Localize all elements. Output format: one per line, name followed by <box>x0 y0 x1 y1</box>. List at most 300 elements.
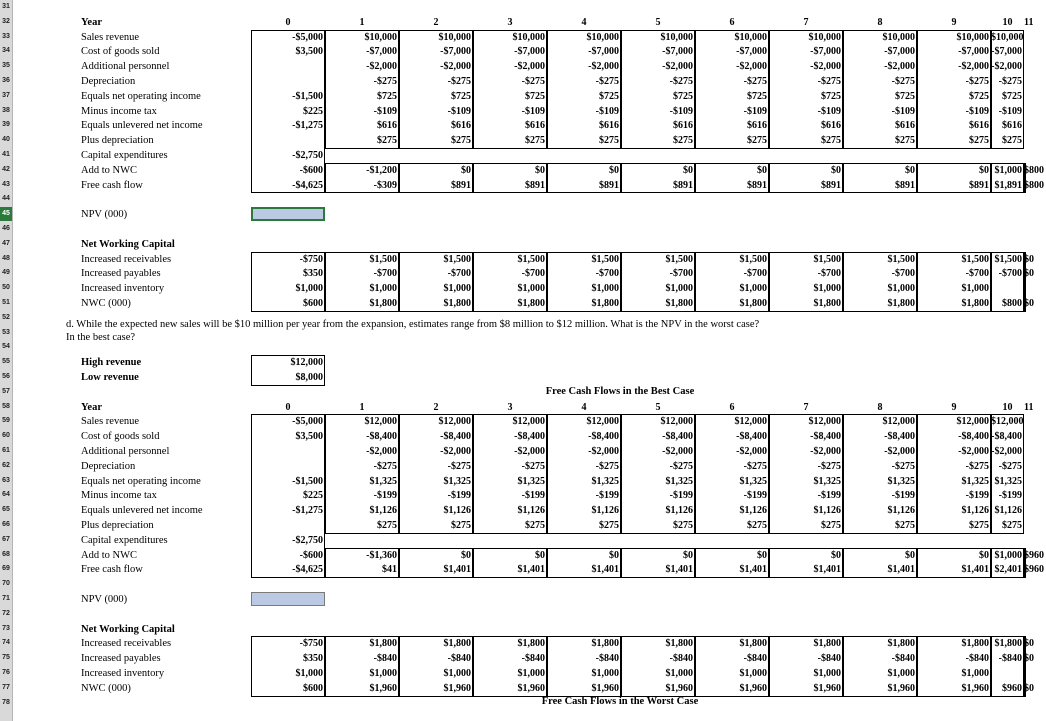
best-nwc_add-cell[interactable]: -$1,360 <box>366 549 397 561</box>
best-sales-cell[interactable]: $12,000 <box>991 416 1024 428</box>
base-receivables-cell[interactable]: $1,500 <box>961 253 989 265</box>
base-receivables-cell[interactable]: $1,500 <box>994 253 1022 265</box>
base-nwc-cell[interactable]: $800 <box>1002 298 1022 309</box>
best-fcf-cell[interactable]: $1,401 <box>591 564 619 576</box>
best-op_income-cell[interactable]: $1,325 <box>517 475 545 487</box>
best-cogs-cell[interactable]: -$8,400 <box>440 431 471 443</box>
row-number[interactable]: 44 <box>2 195 10 203</box>
best-personnel-cell[interactable]: -$2,000 <box>662 446 693 457</box>
best-nwc-cell[interactable]: $0 <box>1024 682 1034 694</box>
base-sales-cell[interactable]: $10,000 <box>438 31 471 43</box>
base-personnel-cell[interactable]: -$2,000 <box>991 61 1022 73</box>
best-capex-cell[interactable] <box>547 534 621 547</box>
row-number[interactable]: 56 <box>2 373 10 380</box>
best-receivables-cell[interactable]: $1,800 <box>739 638 767 650</box>
base-tax-cell[interactable]: -$109 <box>891 105 915 117</box>
base-receivables-cell[interactable]: $1,500 <box>591 253 619 265</box>
best-inventory-cell[interactable]: $1,000 <box>961 668 989 679</box>
row-number[interactable]: 66 <box>2 521 10 528</box>
best-unlevered-cell[interactable]: $1,126 <box>591 505 619 517</box>
best-op_income-cell[interactable]: -$1,500 <box>292 475 323 487</box>
row-number[interactable]: 42 <box>2 165 10 173</box>
base-tax-cell[interactable]: -$109 <box>998 105 1022 117</box>
best-receivables-cell[interactable]: $0 <box>1024 638 1034 650</box>
base-op_income-cell[interactable]: $725 <box>377 90 397 102</box>
best-personnel-cell[interactable]: -$2,000 <box>810 446 841 457</box>
best-receivables-cell[interactable]: $1,800 <box>369 638 397 650</box>
best-cogs-cell[interactable]: -$8,400 <box>588 431 619 443</box>
row-number[interactable]: 41 <box>2 151 10 158</box>
base-unlevered-cell[interactable]: $616 <box>821 120 841 132</box>
base-payables-cell[interactable]: -$700 <box>595 268 619 280</box>
base-nwc-cell[interactable]: $1,800 <box>517 298 545 309</box>
best-tax-cell[interactable]: -$199 <box>447 490 471 502</box>
best-fcf-cell[interactable]: $1,401 <box>887 564 915 576</box>
base-unlevered-cell[interactable]: -$1,275 <box>292 120 323 132</box>
base-nwc-cell[interactable]: $1,800 <box>591 298 619 309</box>
best-nwc-cell[interactable]: $1,960 <box>517 682 545 694</box>
base-nwc-cell[interactable]: $1,800 <box>739 298 767 309</box>
best-receivables-cell[interactable]: $1,800 <box>813 638 841 650</box>
base-receivables-cell[interactable]: $1,500 <box>887 253 915 265</box>
best-depreciation-cell[interactable]: -$275 <box>998 460 1022 472</box>
base-payables-cell[interactable]: -$700 <box>891 268 915 280</box>
best-nwc-cell[interactable]: $1,960 <box>813 682 841 694</box>
best-payables-cell[interactable]: -$840 <box>998 653 1022 665</box>
best-tax-cell[interactable]: -$199 <box>743 490 767 502</box>
best-depreciation-cell[interactable]: -$275 <box>743 460 767 472</box>
base-unlevered-cell[interactable]: $616 <box>599 120 619 132</box>
best-tax-cell[interactable]: -$199 <box>891 490 915 502</box>
base-unlevered-cell[interactable]: $616 <box>525 120 545 132</box>
base-depreciation-cell[interactable]: -$275 <box>521 76 545 87</box>
row-number[interactable]: 73 <box>2 624 10 632</box>
base-plus_dep-cell[interactable]: $275 <box>377 135 397 147</box>
best-fcf-cell[interactable]: $1,401 <box>517 564 545 576</box>
best-personnel-cell[interactable]: -$2,000 <box>588 446 619 457</box>
best-unlevered-cell[interactable]: $1,126 <box>887 505 915 517</box>
best-nwc-cell[interactable]: $600 <box>303 682 323 694</box>
row-number[interactable]: 65 <box>2 506 10 514</box>
best-payables-cell[interactable]: -$840 <box>595 653 619 665</box>
base-nwc_add-cell[interactable]: -$600 <box>299 164 323 176</box>
best-depreciation-cell[interactable]: -$275 <box>595 460 619 472</box>
base-fcf-cell[interactable]: -$4,625 <box>292 179 323 191</box>
row-number[interactable]: 72 <box>2 609 10 617</box>
base-sales-cell[interactable]: $10,000 <box>882 31 915 43</box>
best-fcf-cell[interactable]: $2,401 <box>994 564 1022 576</box>
row-number[interactable]: 43 <box>2 180 10 188</box>
best-inventory-cell[interactable]: $1,000 <box>887 668 915 679</box>
best-capex-cell[interactable] <box>843 534 917 547</box>
base-cogs-cell[interactable]: -$7,000 <box>991 46 1022 58</box>
base-depreciation-cell[interactable]: -$275 <box>743 76 767 87</box>
best-depreciation-cell[interactable]: -$275 <box>965 460 989 472</box>
base-nwc_add-cell[interactable]: $1,000 <box>994 164 1022 176</box>
base-nwc-cell[interactable]: $1,800 <box>665 298 693 309</box>
base-nwc_add-cell[interactable]: -$1,200 <box>366 164 397 176</box>
base-personnel-cell[interactable]: -$2,000 <box>736 61 767 73</box>
base-fcf-cell[interactable]: -$309 <box>373 179 397 191</box>
best-payables-cell[interactable]: $0 <box>1024 653 1034 665</box>
base-plus_dep-cell[interactable]: $275 <box>747 135 767 147</box>
base-sales-cell[interactable]: $10,000 <box>512 31 545 43</box>
best-tax-cell[interactable]: $225 <box>303 490 323 502</box>
best-cogs-cell[interactable]: -$8,400 <box>514 431 545 443</box>
best-plus_dep-cell[interactable]: $275 <box>747 520 767 531</box>
base-unlevered-cell[interactable]: $616 <box>895 120 915 132</box>
row-number[interactable]: 75 <box>2 654 10 662</box>
best-sales-cell[interactable]: $12,000 <box>512 416 545 428</box>
best-op_income-cell[interactable]: $1,325 <box>665 475 693 487</box>
best-sales-cell[interactable]: $12,000 <box>660 416 693 428</box>
base-depreciation-cell[interactable]: -$275 <box>998 76 1022 87</box>
base-personnel-cell[interactable]: -$2,000 <box>810 61 841 73</box>
base-op_income-cell[interactable]: $725 <box>451 90 471 102</box>
base-inventory-cell[interactable]: $1,000 <box>517 283 545 295</box>
base-inventory-cell[interactable]: $1,000 <box>961 283 989 295</box>
base-personnel-cell[interactable]: -$2,000 <box>958 61 989 73</box>
base-inventory-cell[interactable]: $1,000 <box>591 283 619 295</box>
base-inventory-cell[interactable]: $1,000 <box>739 283 767 295</box>
row-number[interactable]: 34 <box>2 47 10 55</box>
base-depreciation-cell[interactable]: -$275 <box>965 76 989 87</box>
row-number[interactable]: 64 <box>2 491 10 499</box>
row-number[interactable]: 57 <box>2 387 10 395</box>
base-tax-cell[interactable]: $225 <box>303 105 323 117</box>
base-payables-cell[interactable]: -$700 <box>743 268 767 280</box>
base-capex-cell[interactable] <box>991 149 1024 162</box>
best-depreciation-cell[interactable]: -$275 <box>891 460 915 472</box>
row-number[interactable]: 59 <box>2 417 10 425</box>
best-personnel-cell[interactable]: -$2,000 <box>884 446 915 457</box>
base-op_income-cell[interactable]: $725 <box>1002 90 1022 102</box>
base-tax-cell[interactable]: -$109 <box>817 105 841 117</box>
best-sales-cell[interactable]: $12,000 <box>808 416 841 428</box>
base-op_income-cell[interactable]: $725 <box>895 90 915 102</box>
row-number[interactable]: 53 <box>2 328 10 336</box>
best-personnel-cell[interactable]: -$2,000 <box>440 446 471 457</box>
base-nwc-cell[interactable]: $0 <box>1024 298 1034 309</box>
row-number[interactable]: 35 <box>2 62 10 70</box>
best-unlevered-cell[interactable]: $1,126 <box>443 505 471 517</box>
best-op_income-cell[interactable]: $1,325 <box>591 475 619 487</box>
base-tax-cell[interactable]: -$109 <box>743 105 767 117</box>
best-op_income-cell[interactable]: $1,325 <box>961 475 989 487</box>
best-receivables-cell[interactable]: $1,800 <box>994 638 1022 650</box>
row-number[interactable]: 49 <box>2 269 10 277</box>
best-nwc-cell[interactable]: $1,960 <box>443 682 471 694</box>
best-inventory-cell[interactable]: $1,000 <box>443 668 471 679</box>
best-nwc_add-cell[interactable]: -$600 <box>299 549 323 561</box>
low_revenue-input[interactable]: $8,000 <box>295 372 323 383</box>
best-inventory-cell[interactable]: $1,000 <box>813 668 841 679</box>
best-depreciation-cell[interactable]: -$275 <box>447 460 471 472</box>
base-personnel-cell[interactable]: -$2,000 <box>514 61 545 73</box>
base-payables-cell[interactable]: -$700 <box>521 268 545 280</box>
best-inventory-cell[interactable]: $1,000 <box>369 668 397 679</box>
base-unlevered-cell[interactable]: $616 <box>673 120 693 132</box>
best-plus_dep-cell[interactable]: $275 <box>377 520 397 531</box>
best-payables-cell[interactable]: -$840 <box>669 653 693 665</box>
row-number[interactable]: 31 <box>2 3 10 10</box>
best-plus_dep-cell[interactable]: $275 <box>673 520 693 531</box>
best-capex-cell[interactable]: -$2,750 <box>292 534 323 546</box>
base-inventory-cell[interactable]: $1,000 <box>369 283 397 295</box>
row-number[interactable]: 48 <box>2 254 10 262</box>
best-op_income-cell[interactable]: $1,325 <box>994 475 1022 487</box>
base-op_income-cell[interactable]: $725 <box>599 90 619 102</box>
base-inventory-cell[interactable]: $1,000 <box>665 283 693 295</box>
best-plus_dep-cell[interactable]: $275 <box>1002 520 1022 531</box>
best-cogs-cell[interactable]: -$8,400 <box>366 431 397 443</box>
base-sales-cell[interactable]: $10,000 <box>734 31 767 43</box>
base-receivables-cell[interactable]: $1,500 <box>443 253 471 265</box>
base-sales-cell[interactable]: $10,000 <box>991 31 1024 43</box>
base-capex-cell[interactable] <box>695 149 769 162</box>
best-plus_dep-cell[interactable]: $275 <box>969 520 989 531</box>
base-receivables-cell[interactable]: $1,500 <box>813 253 841 265</box>
base-capex-cell[interactable]: -$2,750 <box>292 150 323 161</box>
best-depreciation-cell[interactable]: -$275 <box>669 460 693 472</box>
best-payables-cell[interactable]: -$840 <box>743 653 767 665</box>
base-personnel-cell[interactable]: -$2,000 <box>366 61 397 73</box>
best-nwc-cell[interactable]: $960 <box>1002 682 1022 694</box>
best-receivables-cell[interactable]: $1,800 <box>443 638 471 650</box>
base-cogs-cell[interactable]: -$7,000 <box>588 46 619 58</box>
best-unlevered-cell[interactable]: $1,126 <box>739 505 767 517</box>
base-nwc-cell[interactable]: $1,800 <box>961 298 989 309</box>
row-number[interactable]: 39 <box>2 121 10 129</box>
best-plus_dep-cell[interactable]: $275 <box>525 520 545 531</box>
best-nwc_add-cell[interactable]: $0 <box>905 549 915 561</box>
base-unlevered-cell[interactable]: $616 <box>747 120 767 132</box>
best-nwc-cell[interactable]: $1,960 <box>665 682 693 694</box>
best-personnel-cell[interactable]: -$2,000 <box>366 446 397 457</box>
best-fcf-cell[interactable]: $1,401 <box>961 564 989 576</box>
best-plus_dep-cell[interactable]: $275 <box>895 520 915 531</box>
base-unlevered-cell[interactable]: $616 <box>1002 120 1022 132</box>
base-plus_dep-cell[interactable]: $275 <box>1002 135 1022 147</box>
base-nwc-cell[interactable]: $1,800 <box>887 298 915 309</box>
best-receivables-cell[interactable]: $1,800 <box>961 638 989 650</box>
row-number[interactable]: 38 <box>2 106 10 114</box>
base-fcf-cell[interactable]: $891 <box>673 179 693 191</box>
row-number[interactable]: 78 <box>2 698 10 706</box>
best-tax-cell[interactable]: -$199 <box>965 490 989 502</box>
base-cogs-cell[interactable]: -$7,000 <box>884 46 915 58</box>
base-unlevered-cell[interactable]: $616 <box>969 120 989 132</box>
base-fcf-cell[interactable]: $891 <box>747 179 767 191</box>
best-payables-cell[interactable]: -$840 <box>891 653 915 665</box>
base-inventory-cell[interactable]: $1,000 <box>887 283 915 295</box>
base-cogs-cell[interactable]: -$7,000 <box>958 46 989 58</box>
base-tax-cell[interactable]: -$109 <box>669 105 693 117</box>
best-cogs-cell[interactable]: -$8,400 <box>958 431 989 443</box>
best-nwc-cell[interactable]: $1,960 <box>887 682 915 694</box>
base-sales-cell[interactable]: $10,000 <box>808 31 841 43</box>
base-cogs-cell[interactable]: -$7,000 <box>662 46 693 58</box>
best-nwc_add-cell[interactable]: $0 <box>609 549 619 561</box>
row-number[interactable]: 77 <box>2 683 10 691</box>
base-nwc_add-cell[interactable]: $0 <box>979 164 989 176</box>
best-inventory-cell[interactable]: $1,000 <box>665 668 693 679</box>
base-payables-cell[interactable]: $350 <box>303 268 323 280</box>
best-sales-cell[interactable]: $12,000 <box>364 416 397 428</box>
best-personnel-cell[interactable]: -$2,000 <box>736 446 767 457</box>
best-sales-cell[interactable]: $12,000 <box>956 416 989 428</box>
base-nwc_add-cell[interactable]: $0 <box>905 164 915 176</box>
row-number[interactable]: 54 <box>2 343 10 351</box>
base-depreciation-cell[interactable]: -$275 <box>447 76 471 87</box>
best-unlevered-cell[interactable]: $1,126 <box>665 505 693 517</box>
best-fcf-cell[interactable]: -$4,625 <box>292 564 323 576</box>
base-fcf-cell[interactable]: $891 <box>599 179 619 191</box>
best-payables-cell[interactable]: -$840 <box>373 653 397 665</box>
best-plus_dep-cell[interactable]: $275 <box>451 520 471 531</box>
base-tax-cell[interactable]: -$109 <box>595 105 619 117</box>
best-depreciation-cell[interactable]: -$275 <box>521 460 545 472</box>
best-sales-cell[interactable]: $12,000 <box>734 416 767 428</box>
base-payables-cell[interactable]: -$700 <box>447 268 471 280</box>
base-nwc_add-cell[interactable]: $0 <box>535 164 545 176</box>
base-sales-cell[interactable]: $10,000 <box>956 31 989 43</box>
row-number[interactable]: 68 <box>2 550 10 558</box>
base-capex-cell[interactable] <box>843 149 917 162</box>
best-fcf-cell[interactable]: $1,401 <box>665 564 693 576</box>
row-number[interactable]: 70 <box>2 580 10 588</box>
best-inventory-cell[interactable]: $1,000 <box>517 668 545 679</box>
row-number[interactable]: 47 <box>2 239 10 247</box>
base-tax-cell[interactable]: -$109 <box>521 105 545 117</box>
base-cogs-cell[interactable]: -$7,000 <box>810 46 841 58</box>
base-plus_dep-cell[interactable]: $275 <box>451 135 471 147</box>
base-receivables-cell[interactable]: $1,500 <box>739 253 767 265</box>
best-unlevered-cell[interactable]: $1,126 <box>813 505 841 517</box>
best-capex-cell[interactable] <box>769 534 843 547</box>
best-nwc_add-cell[interactable]: $0 <box>979 549 989 561</box>
best-nwc_add-cell[interactable]: $960 <box>1024 549 1044 561</box>
base-depreciation-cell[interactable]: -$275 <box>891 76 915 87</box>
base-capex-cell[interactable] <box>917 149 991 162</box>
base-cogs-cell[interactable]: -$7,000 <box>440 46 471 58</box>
base-personnel-cell[interactable]: -$2,000 <box>662 61 693 73</box>
base-unlevered-cell[interactable]: $616 <box>377 120 397 132</box>
base-plus_dep-cell[interactable]: $275 <box>821 135 841 147</box>
base-capex-cell[interactable] <box>325 149 399 162</box>
best-payables-cell[interactable]: -$840 <box>817 653 841 665</box>
best-sales-cell[interactable]: $12,000 <box>438 416 471 428</box>
best-fcf-cell[interactable]: $1,401 <box>739 564 767 576</box>
best-cogs-cell[interactable]: -$8,400 <box>991 431 1022 443</box>
best-payables-cell[interactable]: -$840 <box>965 653 989 665</box>
best-inventory-cell[interactable]: $1,000 <box>739 668 767 679</box>
row-number[interactable]: 55 <box>2 358 10 366</box>
row-number[interactable]: 74 <box>2 639 10 647</box>
row-number[interactable]: 76 <box>2 669 10 676</box>
base-nwc-cell[interactable]: $1,800 <box>443 298 471 309</box>
best-tax-cell[interactable]: -$199 <box>595 490 619 502</box>
base-nwc_add-cell[interactable]: $800 <box>1024 164 1044 176</box>
best-nwc_add-cell[interactable]: $0 <box>757 549 767 561</box>
row-number[interactable]: 50 <box>2 284 10 292</box>
best-capex-cell[interactable] <box>991 534 1024 547</box>
row-number[interactable]: 71 <box>2 595 10 602</box>
base-depreciation-cell[interactable]: -$275 <box>373 76 397 87</box>
base-nwc_add-cell[interactable]: $0 <box>757 164 767 176</box>
base-nwc-cell[interactable]: $1,800 <box>813 298 841 309</box>
best-nwc-cell[interactable]: $1,960 <box>591 682 619 694</box>
base-unlevered-cell[interactable]: $616 <box>451 120 471 132</box>
base-inventory-cell[interactable]: $1,000 <box>443 283 471 295</box>
best-payables-cell[interactable]: -$840 <box>447 653 471 665</box>
best-cogs-cell[interactable]: -$8,400 <box>884 431 915 443</box>
best-payables-cell[interactable]: $350 <box>303 653 323 665</box>
row-number[interactable]: 62 <box>2 461 10 469</box>
best-personnel-cell[interactable]: -$2,000 <box>514 446 545 457</box>
best-capex-cell[interactable] <box>473 534 547 547</box>
best-nwc-cell[interactable]: $1,960 <box>369 682 397 694</box>
row-number[interactable]: 63 <box>2 476 10 484</box>
base-fcf-cell[interactable]: $891 <box>821 179 841 191</box>
best-receivables-cell[interactable]: $1,800 <box>887 638 915 650</box>
base-capex-cell[interactable] <box>547 149 621 162</box>
best-fcf-cell[interactable]: $41 <box>382 564 397 576</box>
base-sales-cell[interactable]: $10,000 <box>364 31 397 43</box>
best-depreciation-cell[interactable]: -$275 <box>373 460 397 472</box>
base-plus_dep-cell[interactable]: $275 <box>673 135 693 147</box>
row-number[interactable]: 61 <box>2 447 10 454</box>
base-depreciation-cell[interactable]: -$275 <box>595 76 619 87</box>
best-depreciation-cell[interactable]: -$275 <box>817 460 841 472</box>
best-sales-cell[interactable]: $12,000 <box>586 416 619 428</box>
base-sales-cell[interactable]: $10,000 <box>660 31 693 43</box>
base-inventory-cell[interactable]: $1,000 <box>813 283 841 295</box>
base-tax-cell[interactable]: -$109 <box>965 105 989 117</box>
high_revenue-input[interactable]: $12,000 <box>290 357 323 369</box>
best-unlevered-cell[interactable]: $1,126 <box>961 505 989 517</box>
base-payables-cell[interactable]: $0 <box>1024 268 1034 280</box>
base-tax-cell[interactable]: -$109 <box>373 105 397 117</box>
row-number[interactable]: 60 <box>2 432 10 440</box>
row-number[interactable]: 69 <box>2 565 10 573</box>
base-fcf-cell[interactable]: $891 <box>525 179 545 191</box>
best-receivables-cell[interactable]: -$750 <box>299 638 323 650</box>
best-capex-cell[interactable] <box>325 534 399 547</box>
base-fcf-cell[interactable]: $891 <box>895 179 915 191</box>
best-fcf-cell[interactable]: $960 <box>1024 564 1044 576</box>
best-inventory-cell[interactable]: $1,000 <box>295 668 323 679</box>
base-op_income-cell[interactable]: $725 <box>969 90 989 102</box>
row-number[interactable]: 40 <box>2 136 10 144</box>
best-cogs-cell[interactable]: -$8,400 <box>810 431 841 443</box>
best-personnel-cell[interactable]: -$2,000 <box>991 446 1022 457</box>
best-nwc_add-cell[interactable]: $0 <box>683 549 693 561</box>
base-plus_dep-cell[interactable]: $275 <box>525 135 545 147</box>
best-fcf-cell[interactable]: $1,401 <box>813 564 841 576</box>
best-receivables-cell[interactable]: $1,800 <box>517 638 545 650</box>
base-personnel-cell[interactable]: -$2,000 <box>440 61 471 73</box>
best-tax-cell[interactable]: -$199 <box>669 490 693 502</box>
base-personnel-cell[interactable]: -$2,000 <box>884 61 915 73</box>
best-npv-cell[interactable] <box>251 592 325 606</box>
base-payables-cell[interactable]: -$700 <box>817 268 841 280</box>
best-tax-cell[interactable]: -$199 <box>521 490 545 502</box>
best-tax-cell[interactable]: -$199 <box>998 490 1022 502</box>
base-plus_dep-cell[interactable]: $275 <box>599 135 619 147</box>
best-sales-cell[interactable]: $12,000 <box>882 416 915 428</box>
best-plus_dep-cell[interactable]: $275 <box>821 520 841 531</box>
